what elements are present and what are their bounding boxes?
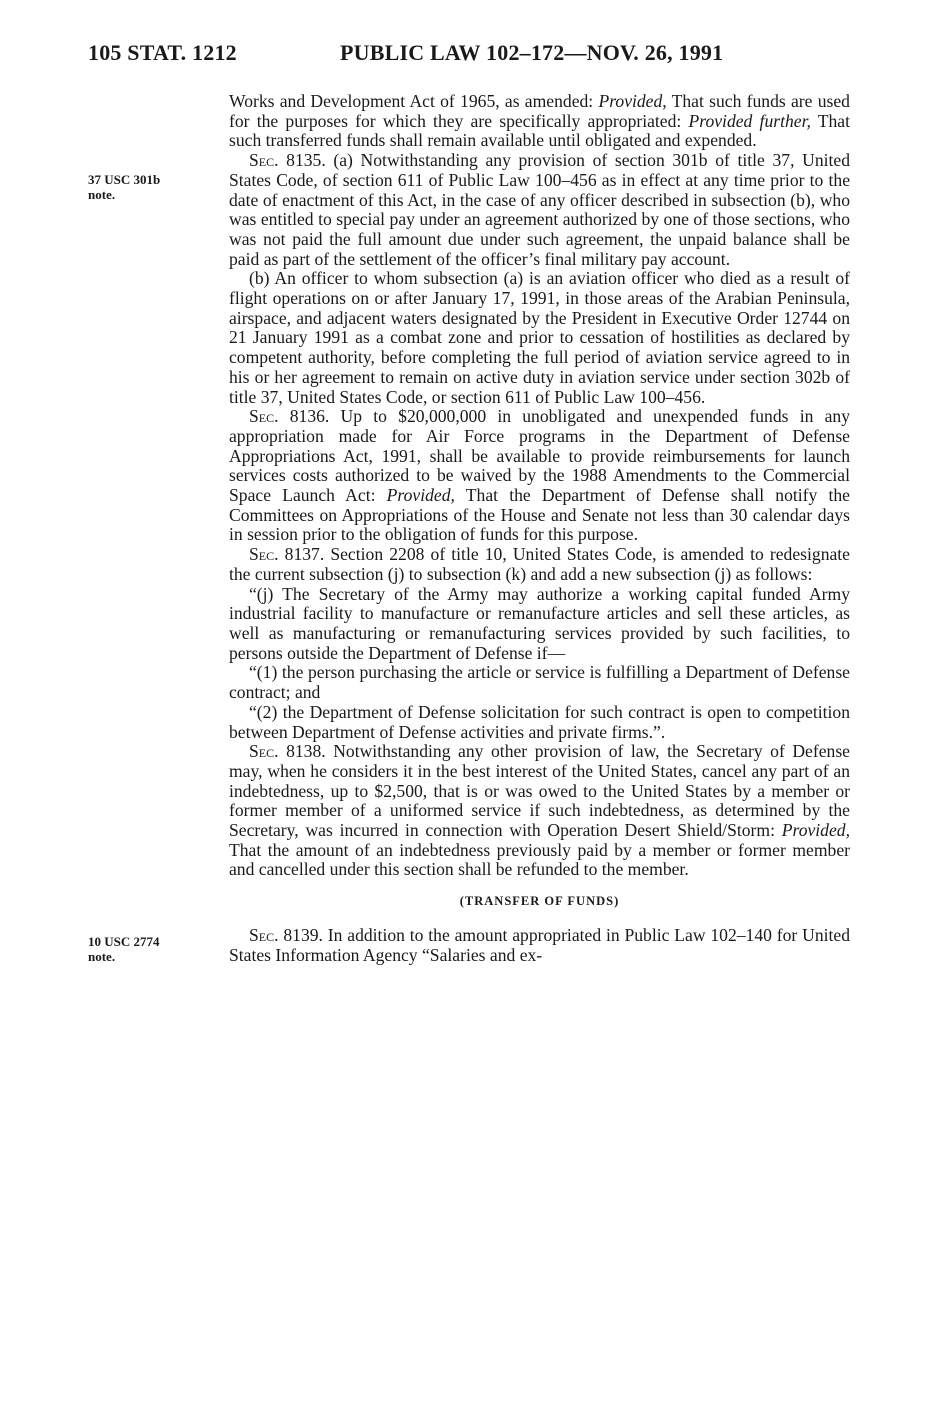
margin-note-10-usc (88, 934, 208, 964)
section-8137-quote: “(j) The Secretary of the Army may authorize a working capital funded Army industrial facility to manufacture or remanufacture articles and sell these articles, as well as manufacturing or remanufacturing services provided by such facilities, to persons outside the Department of Defense if— (229, 583, 850, 663)
margin-note-line: note. (88, 949, 116, 964)
margin-note-37-usc (88, 172, 208, 202)
margin-note-line: note. (88, 187, 116, 202)
margin-note-line: 10 USC 2774 (88, 934, 160, 949)
section-8135-b: (b) An officer to whom subsection (a) is an aviation officer who died as a result of flight operations on or after January 17, 1991, in those areas of the Arabian Peninsula, airspace, and adjacent waters designated by the President in Executive Order 12744 on 21 January 1991 as a combat zone and prior to cessation of hostilities as declared by competent authority, before completing the full period of aviation service agreed to in his or her agreement to remain on active duty in aviation service under section 302b of title 37, United States Code, or section 611 of Public Law 100–456. (229, 268, 850, 407)
section-8136: Sec. 8136. Up to $20,000,000 in unobligated and unexpended funds in any appropriation made for Air Force programs in the Department of Defense Appropriations Act, 1991, shall be available to provide reimbursements for launch services costs authorized to be waived by the 1988 Amendments to the Commercial Space Launch Act: Provided, That the Department of Defense shall notify the Committees on Appropriations of the House and Senate not less than 30 calendar days in session prior to the obligation of funds for this purpose. (229, 406, 850, 545)
body-text (229, 92, 850, 965)
section-8138: Sec. 8138. Notwithstanding any other provision of law, the Secretary of Defense may, when he considers it in the best interest of the United States, cancel any part of an indebtedness, up to $2,500, that is or was owed to the United States by a member or former member of a uniformed service if such indebtedness, as determined by the Secretary, was incurred in connection with Operation Desert Shield/Storm: Provided, That the amount of an indebtedness previously paid by a member or former member and cancelled under this section shall be refunded to the member. (229, 741, 850, 880)
section-8137-item-1: “(1) the person purchasing the article or service is fulfilling a Department of Defense contract; and (229, 662, 850, 703)
stat-page-number: 105 STAT. 1212 (88, 40, 237, 65)
margin-note-line: 37 USC 301b (88, 172, 161, 187)
section-8137-item-2: “(2) the Department of Defense solicitation for such contract is open to competition between Department of Defense activities and private firms.”. (229, 701, 850, 742)
section-heading-transfer-of-funds: (TRANSFER OF FUNDS) (459, 894, 620, 909)
section-8135-a: Sec. 8135. (a) Notwithstanding any provision of section 301b of title 37, United States Code, of section 611 of Public Law 100–456 as in effect at any time prior to the date of enactment of this Act, in the case of any officer described in subsection (b), who was entitled to special pay under an agreement authorized by one of those sections, who was not paid the full amount due under such agreement, the unpaid balance shall be paid as part of the settlement of the officer’s final military pay account. (229, 150, 850, 269)
section-8139: Sec. 8139. In addition to the amount appropriated in Public Law 102–140 for United States Information Agency “Salaries and ex- (229, 924, 850, 965)
running-head (88, 40, 848, 72)
section-8137: Sec. 8137. Section 2208 of title 10, United States Code, is amended to redesignate the current subsection (j) to subsection (k) and add a new subsection (j) as follows: (229, 544, 850, 584)
continuation-paragraph: Works and Development Act of 1965, as amended: Provided, That such funds are used for the purposes for which they are specifically appropriated: Provided further, That such transferred funds shall remain available until obligated and expended. (229, 91, 850, 151)
public-law-title: PUBLIC LAW 102–172—NOV. 26, 1991 (340, 40, 724, 65)
